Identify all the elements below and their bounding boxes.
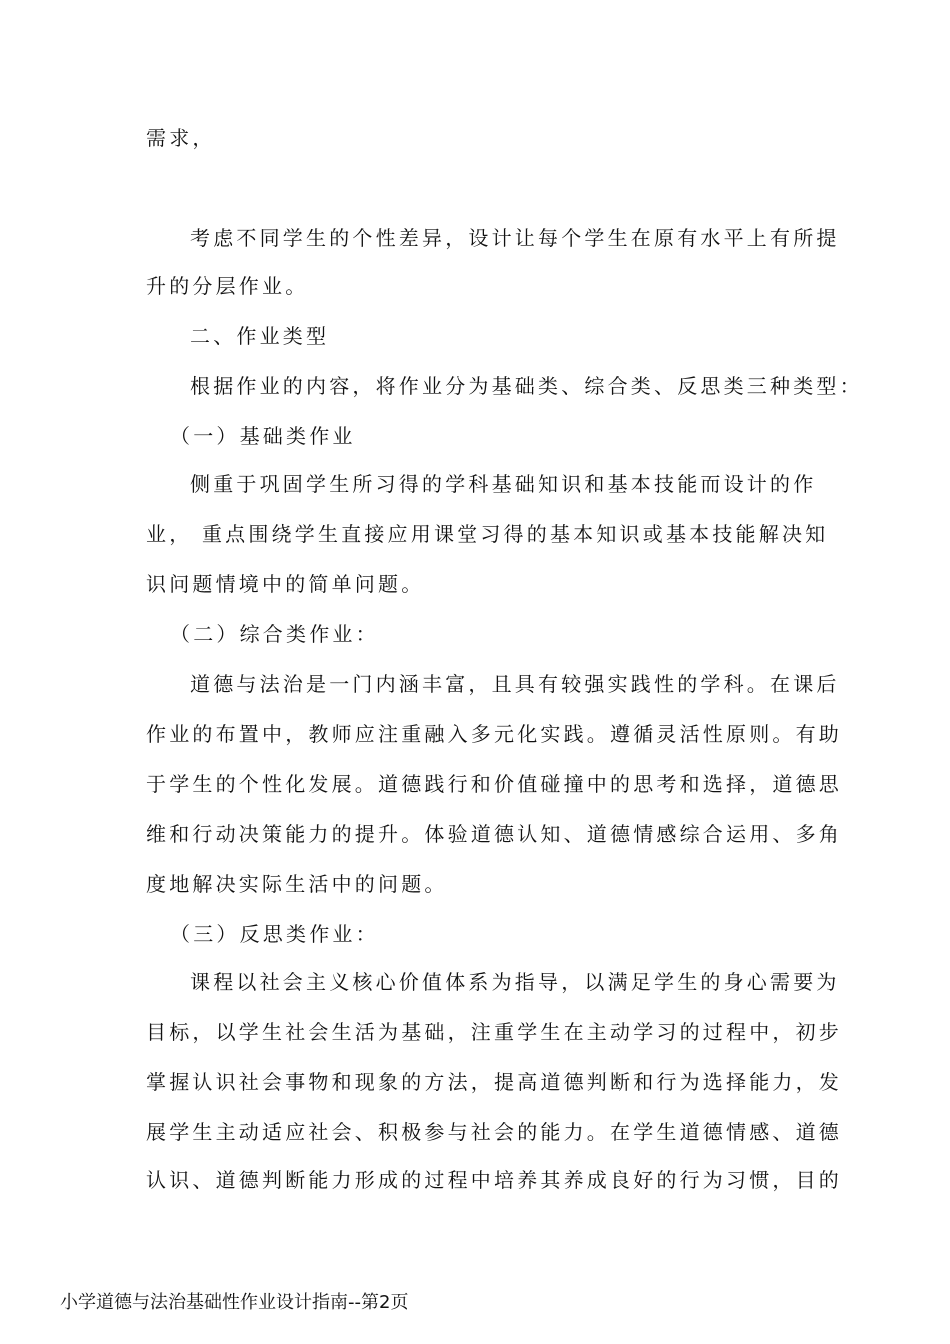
text-line: 展学生主动适应社会、积极参与社会的能力。在学生道德情感、道德 bbox=[146, 1120, 842, 1144]
subsection-heading: （一）基础类作业 bbox=[170, 424, 356, 448]
text-line: 业， 重点围绕学生直接应用课堂习得的基本知识或基本技能解决知 bbox=[146, 522, 829, 546]
text-line: 掌握认识社会事物和现象的方法，提高道德判断和行为选择能力，发 bbox=[146, 1070, 842, 1094]
text-line: 度地解决实际生活中的问题。 bbox=[146, 872, 448, 896]
text-line: 课程以社会主义核心价值体系为指导，以满足学生的身心需要为 bbox=[190, 970, 840, 994]
text-line: 认识、道德判断能力形成的过程中培养其养成良好的行为习惯，目的 bbox=[146, 1168, 842, 1192]
text-line: 识问题情境中的简单问题。 bbox=[146, 572, 425, 596]
subsection-heading: （三）反思类作业： bbox=[170, 922, 379, 946]
text-line: 于学生的个性化发展。道德践行和价值碰撞中的思考和选择，道德思 bbox=[146, 772, 842, 796]
section-heading: 二、作业类型 bbox=[190, 324, 330, 348]
text-line: 目标，以学生社会生活为基础，注重学生在主动学习的过程中，初步 bbox=[146, 1020, 842, 1044]
text-line: 根据作业的内容，将作业分为基础类、综合类、反思类三种类型： bbox=[190, 374, 863, 398]
text-line: 需求， bbox=[146, 126, 216, 150]
page-footer: 小学道德与法治基础性作业设计指南--第2页 bbox=[60, 1292, 409, 1313]
text-line: 考虑不同学生的个性差异，设计让每个学生在原有水平上有所提 bbox=[190, 226, 840, 250]
text-line: 升的分层作业。 bbox=[146, 274, 309, 298]
text-line: 道德与法治是一门内涵丰富，且具有较强实践性的学科。在课后 bbox=[190, 672, 840, 696]
text-line: 维和行动决策能力的提升。体验道德认知、道德情感综合运用、多角 bbox=[146, 822, 842, 846]
text-line: 作业的布置中，教师应注重融入多元化实践。遵循灵活性原则。有助 bbox=[146, 722, 842, 746]
subsection-heading: （二）综合类作业： bbox=[170, 622, 379, 646]
text-line: 侧重于巩固学生所习得的学科基础知识和基本技能而设计的作 bbox=[190, 472, 817, 496]
